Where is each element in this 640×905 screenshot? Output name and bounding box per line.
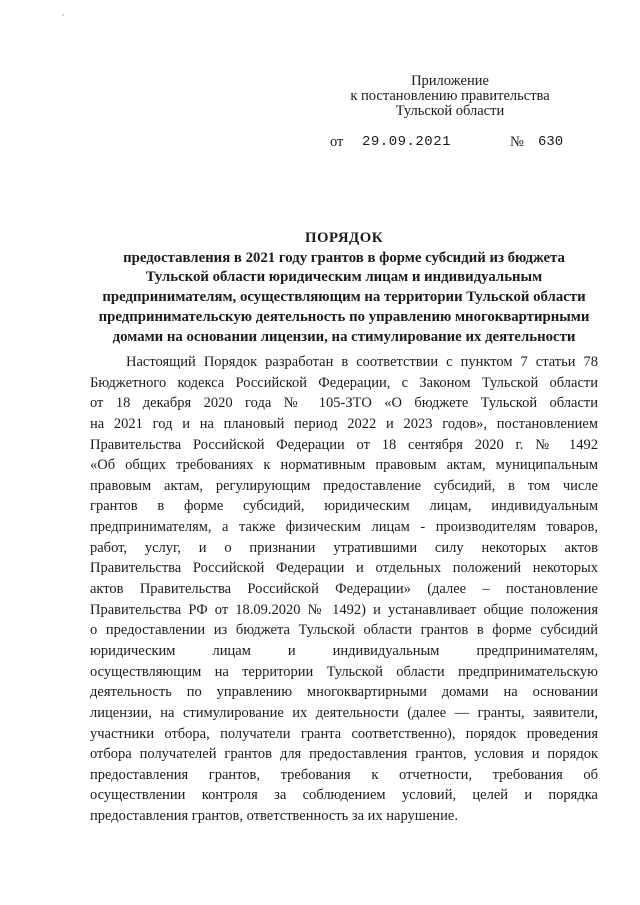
body-line: Бюджетного кодекса Российской Федерации, с Законом Тульской области — [90, 374, 598, 391]
decree-date-number — [322, 134, 582, 152]
body-line: лицензии, на стимулирование их деятельности (далее — гранты, заявители, — [90, 704, 598, 721]
body-line: отбора получателей грантов для предоставления грантов, условия и порядок — [90, 746, 598, 763]
body-line: Правительства РФ от 18.09.2020 № 1492) и устанавливает общие положения — [90, 601, 598, 618]
body-line: правовым актам, регулирующим предоставление субсидий, в том числе — [90, 477, 598, 494]
appendix-line: Тульской области — [395, 103, 505, 119]
body-line: «Об общих требованиях к нормативным правовым актам, муниципальным — [90, 457, 598, 474]
appendix-line: Приложение — [411, 73, 489, 89]
body-line: о предоставлении из бюджета Тульской области грантов в форме субсидий — [90, 622, 598, 639]
body-paragraph — [90, 352, 598, 827]
date-prefix: от — [330, 134, 344, 150]
title-line: предпринимателям, осуществляющим на территории Тульской области — [102, 289, 586, 306]
body-line: осуществлении контроля за соблюдением условий, целей и порядка — [90, 787, 598, 804]
title-heading: ПОРЯДОК — [305, 230, 383, 246]
appendix-header — [330, 74, 570, 119]
appendix-line: к постановлению правительства — [350, 88, 550, 104]
decree-number: 630 — [538, 134, 564, 150]
body-line: юридическим лицам и индивидуальным предпринимателям, — [90, 642, 598, 659]
scan-speck — [62, 14, 64, 16]
body-line: актов Правительства Российской Федерации» (далее – постановление — [90, 581, 598, 598]
title-line: предпринимательскую деятельность по управлению многоквартирными — [98, 308, 590, 325]
body-line: работ, услуг, и о признании утратившими силу некоторых актов — [90, 539, 598, 556]
document-title — [90, 229, 598, 347]
body-line: на 2021 год и на плановый период 2022 и 2023 годов», постановлением — [90, 415, 598, 432]
number-prefix: № — [510, 134, 524, 150]
title-line: Тульской области юридическим лицам и индивидуальным — [145, 269, 543, 286]
body-line: грантов в форме субсидий, юридическим лицам, индивидуальным — [90, 498, 598, 515]
body-line: Правительства Российской Федерации и отдельных положений некоторых — [90, 560, 598, 577]
body-line: деятельность по управлению многоквартирными домами на основании — [90, 684, 598, 701]
body-line: осуществляющим на территории Тульской области предпринимательскую — [90, 663, 598, 680]
body-line: предоставления грантов, требования к отчетности, требования об — [90, 766, 598, 783]
body-line: участники отбора, получатели гранта соответственно), порядок проведения — [90, 725, 598, 742]
body-line: Правительства Российской Федерации от 18 сентября 2020 г. № 1492 — [90, 436, 598, 453]
body-line: от 18 декабря 2020 года № 105-ЗТО «О бюджете Тульской области — [90, 395, 598, 412]
decree-date: 29.09.2021 — [362, 134, 452, 150]
body-line: Настоящий Порядок разработан в соответствии с пунктом 7 статьи 78 — [126, 354, 598, 370]
body-line: предоставления грантов, ответственность за их нарушение. — [90, 808, 458, 825]
title-line: предоставления в 2021 году грантов в форме субсидий из бюджета — [123, 249, 565, 266]
body-line: предпринимателям, а также физическим лицам - производителям товаров, — [90, 519, 598, 536]
title-line: домами на основании лицензии, на стимулирование их деятельности — [112, 328, 576, 345]
